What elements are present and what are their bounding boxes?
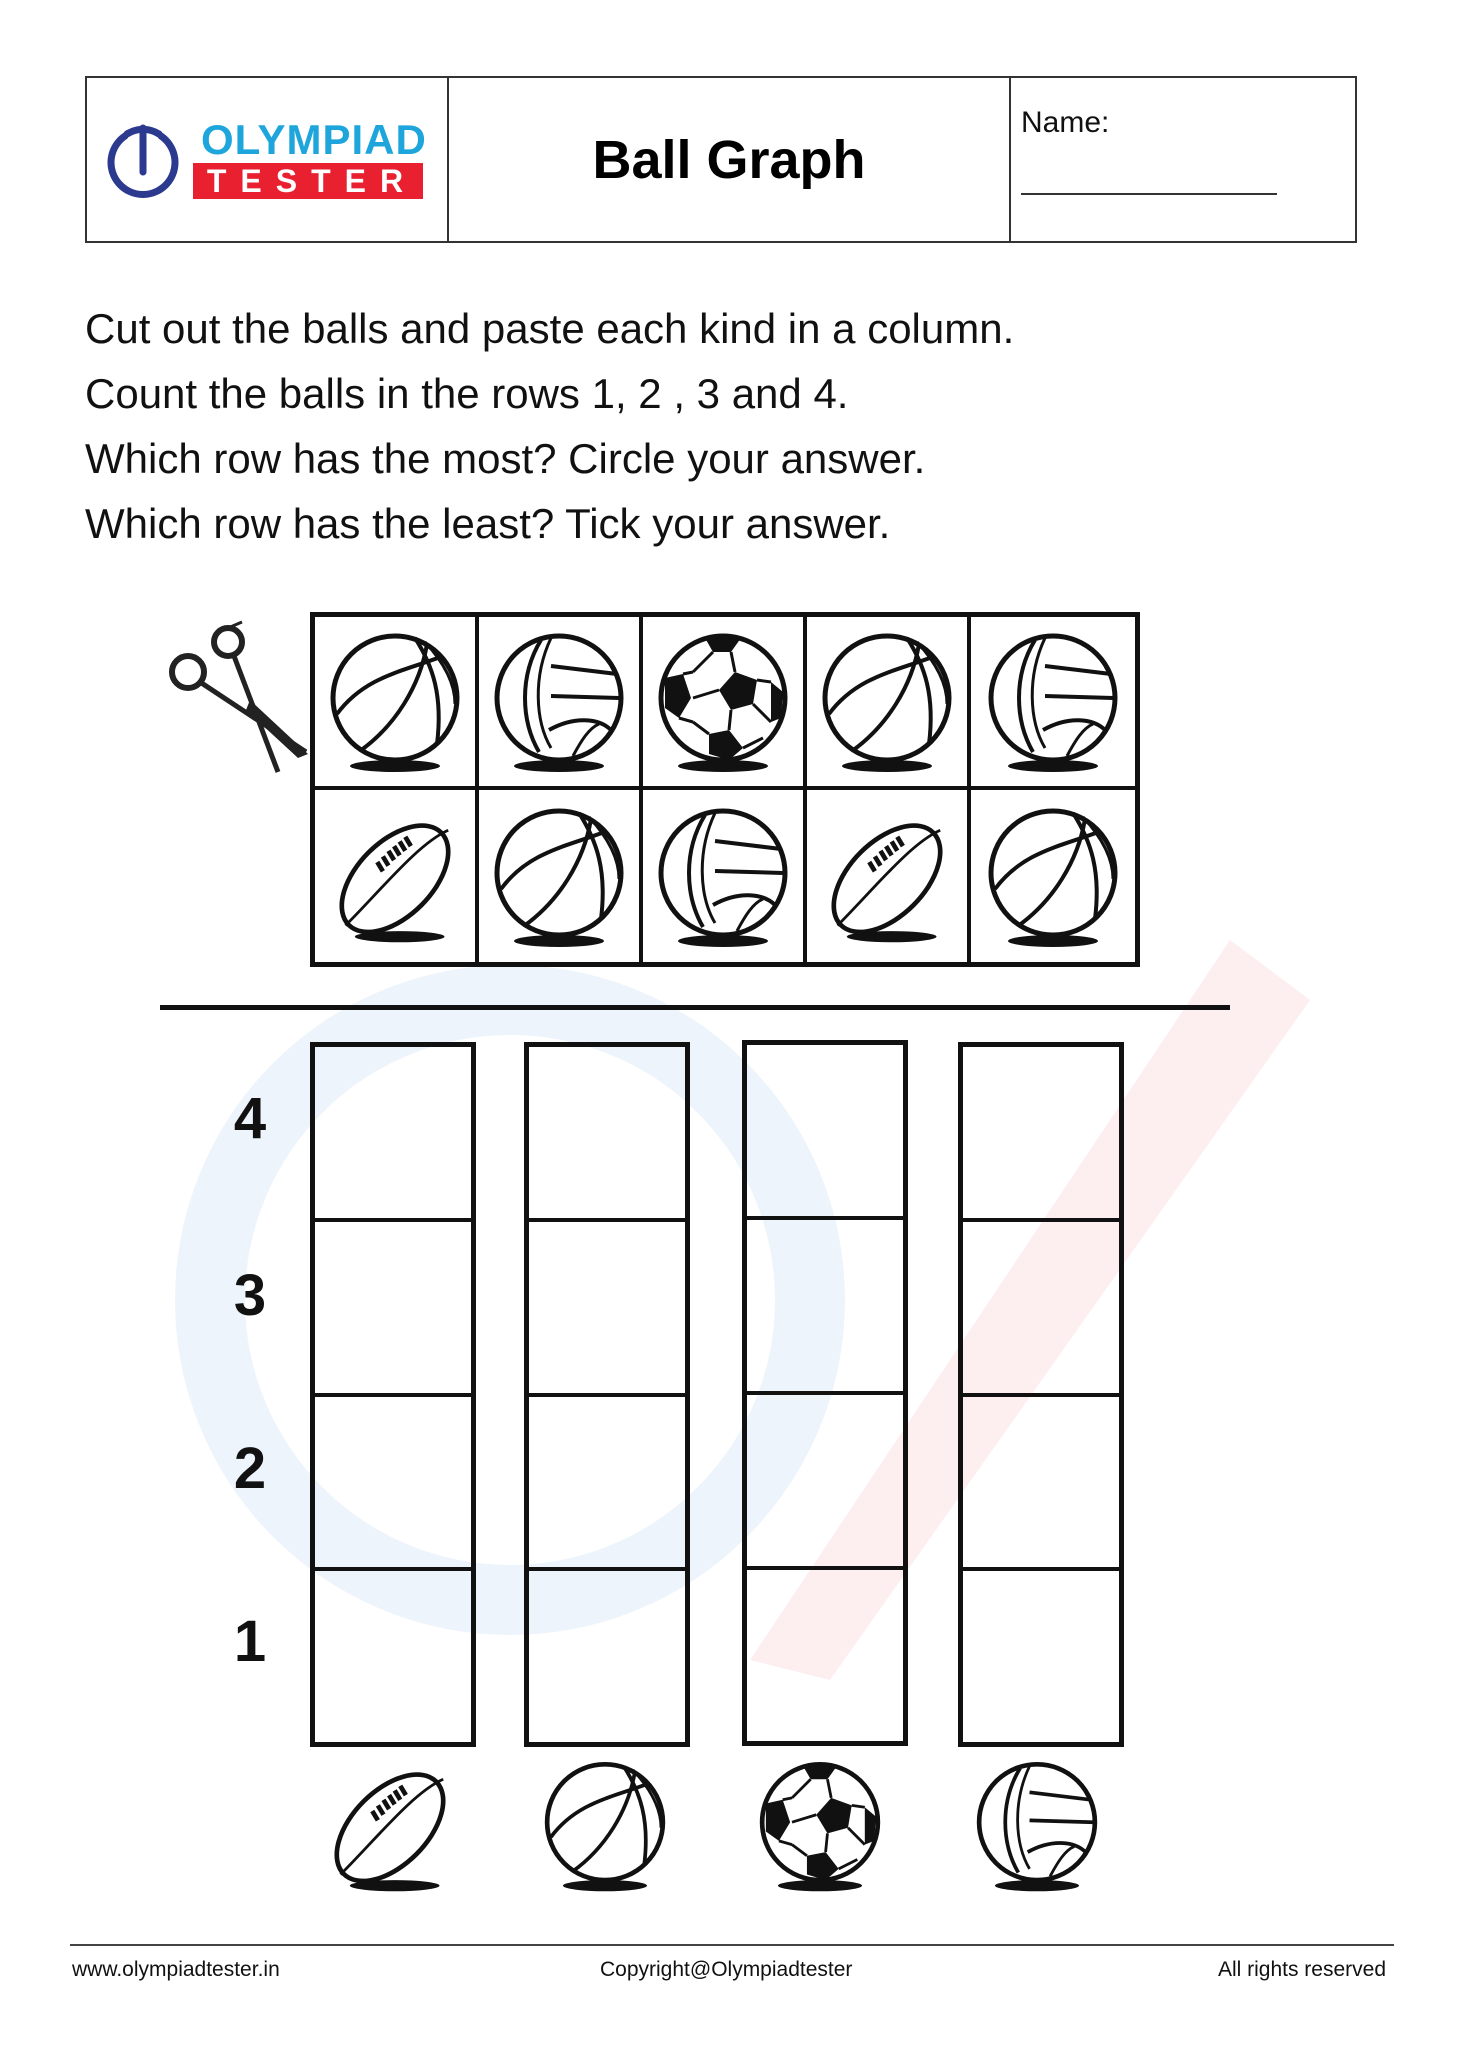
basketball-icon (983, 801, 1123, 951)
rugby-ball-icon (325, 801, 465, 951)
paste-box[interactable] (315, 1571, 471, 1742)
logo-cell (87, 78, 449, 241)
paste-box[interactable] (529, 1222, 685, 1397)
rugby-ball-icon (817, 801, 957, 951)
olympiad-tester-logo (105, 118, 435, 208)
volleyball-icon (489, 626, 629, 776)
graph-column-rugby (310, 1042, 476, 1747)
row-label-3: 3 (233, 1263, 267, 1328)
volleyball-icon (983, 626, 1123, 776)
paste-box[interactable] (963, 1397, 1119, 1572)
cutout-cell[interactable] (479, 617, 643, 790)
paste-box[interactable] (529, 1397, 685, 1572)
basketball-icon (817, 626, 957, 776)
cutout-cell[interactable] (807, 617, 971, 790)
cutout-ball-grid (310, 612, 1140, 967)
name-label: Name: (1021, 106, 1110, 139)
scissors-icon (158, 612, 308, 782)
watermark-logo (130, 880, 1310, 1680)
basketball-icon (489, 801, 629, 951)
header-table (85, 76, 1357, 243)
paste-box[interactable] (315, 1397, 471, 1572)
title-cell (449, 78, 1011, 241)
instruction-line: Which row has the most? Circle your answer. (85, 435, 926, 482)
basketball-icon (325, 626, 465, 776)
paste-box[interactable] (747, 1220, 903, 1395)
paste-box[interactable] (963, 1222, 1119, 1397)
footer-copyright: Copyright@Olympiadtester (600, 1958, 853, 1981)
instruction-line: Count the balls in the rows 1, 2 , 3 and 4. (85, 370, 849, 417)
soccer-ball-icon (745, 1755, 895, 1895)
graph-column-volleyball (958, 1042, 1124, 1747)
cutout-cell[interactable] (315, 617, 479, 790)
rugby-ball-icon (315, 1755, 465, 1895)
logo-mark-icon (105, 122, 181, 198)
name-cell (1011, 78, 1355, 241)
paste-box[interactable] (963, 1047, 1119, 1222)
row-label-1: 1 (233, 1609, 267, 1674)
paste-box[interactable] (747, 1395, 903, 1570)
page-title: Ball Graph (592, 129, 866, 190)
graph-column-soccer (742, 1040, 908, 1746)
row-label-4: 4 (233, 1086, 267, 1151)
cutout-cell[interactable] (971, 617, 1135, 790)
cutout-cell[interactable] (315, 790, 479, 963)
soccer-ball-icon (653, 626, 793, 776)
instructions (85, 296, 1014, 556)
instruction-line: Cut out the balls and paste each kind in a column. (85, 305, 1015, 352)
paste-box[interactable] (315, 1047, 471, 1222)
paste-box[interactable] (315, 1222, 471, 1397)
instruction-line: Which row has the least? Tick your answer. (85, 500, 891, 547)
cutout-cell[interactable] (971, 790, 1135, 963)
footer-divider (70, 1944, 1394, 1946)
volleyball-icon (962, 1755, 1112, 1895)
paste-box[interactable] (529, 1047, 685, 1222)
cutout-cell[interactable] (643, 617, 807, 790)
paste-box[interactable] (747, 1570, 903, 1741)
paste-box[interactable] (963, 1571, 1119, 1742)
name-field[interactable] (1021, 193, 1277, 195)
row-label-2: 2 (233, 1436, 267, 1501)
footer-website: www.olympiadtester.in (72, 1958, 280, 1981)
cutout-cell[interactable] (807, 790, 971, 963)
cut-divider-line (160, 1005, 1230, 1010)
paste-box[interactable] (747, 1045, 903, 1220)
logo-text-tester: TESTER (193, 163, 423, 199)
cutout-cell[interactable] (643, 790, 807, 963)
footer-rights: All rights reserved (1217, 1958, 1386, 1981)
basketball-icon (530, 1755, 680, 1895)
logo-text-olympiad: OLYMPIAD (201, 116, 427, 163)
graph-column-basketball (524, 1042, 690, 1747)
cutout-cell[interactable] (479, 790, 643, 963)
paste-box[interactable] (529, 1571, 685, 1742)
volleyball-icon (653, 801, 793, 951)
